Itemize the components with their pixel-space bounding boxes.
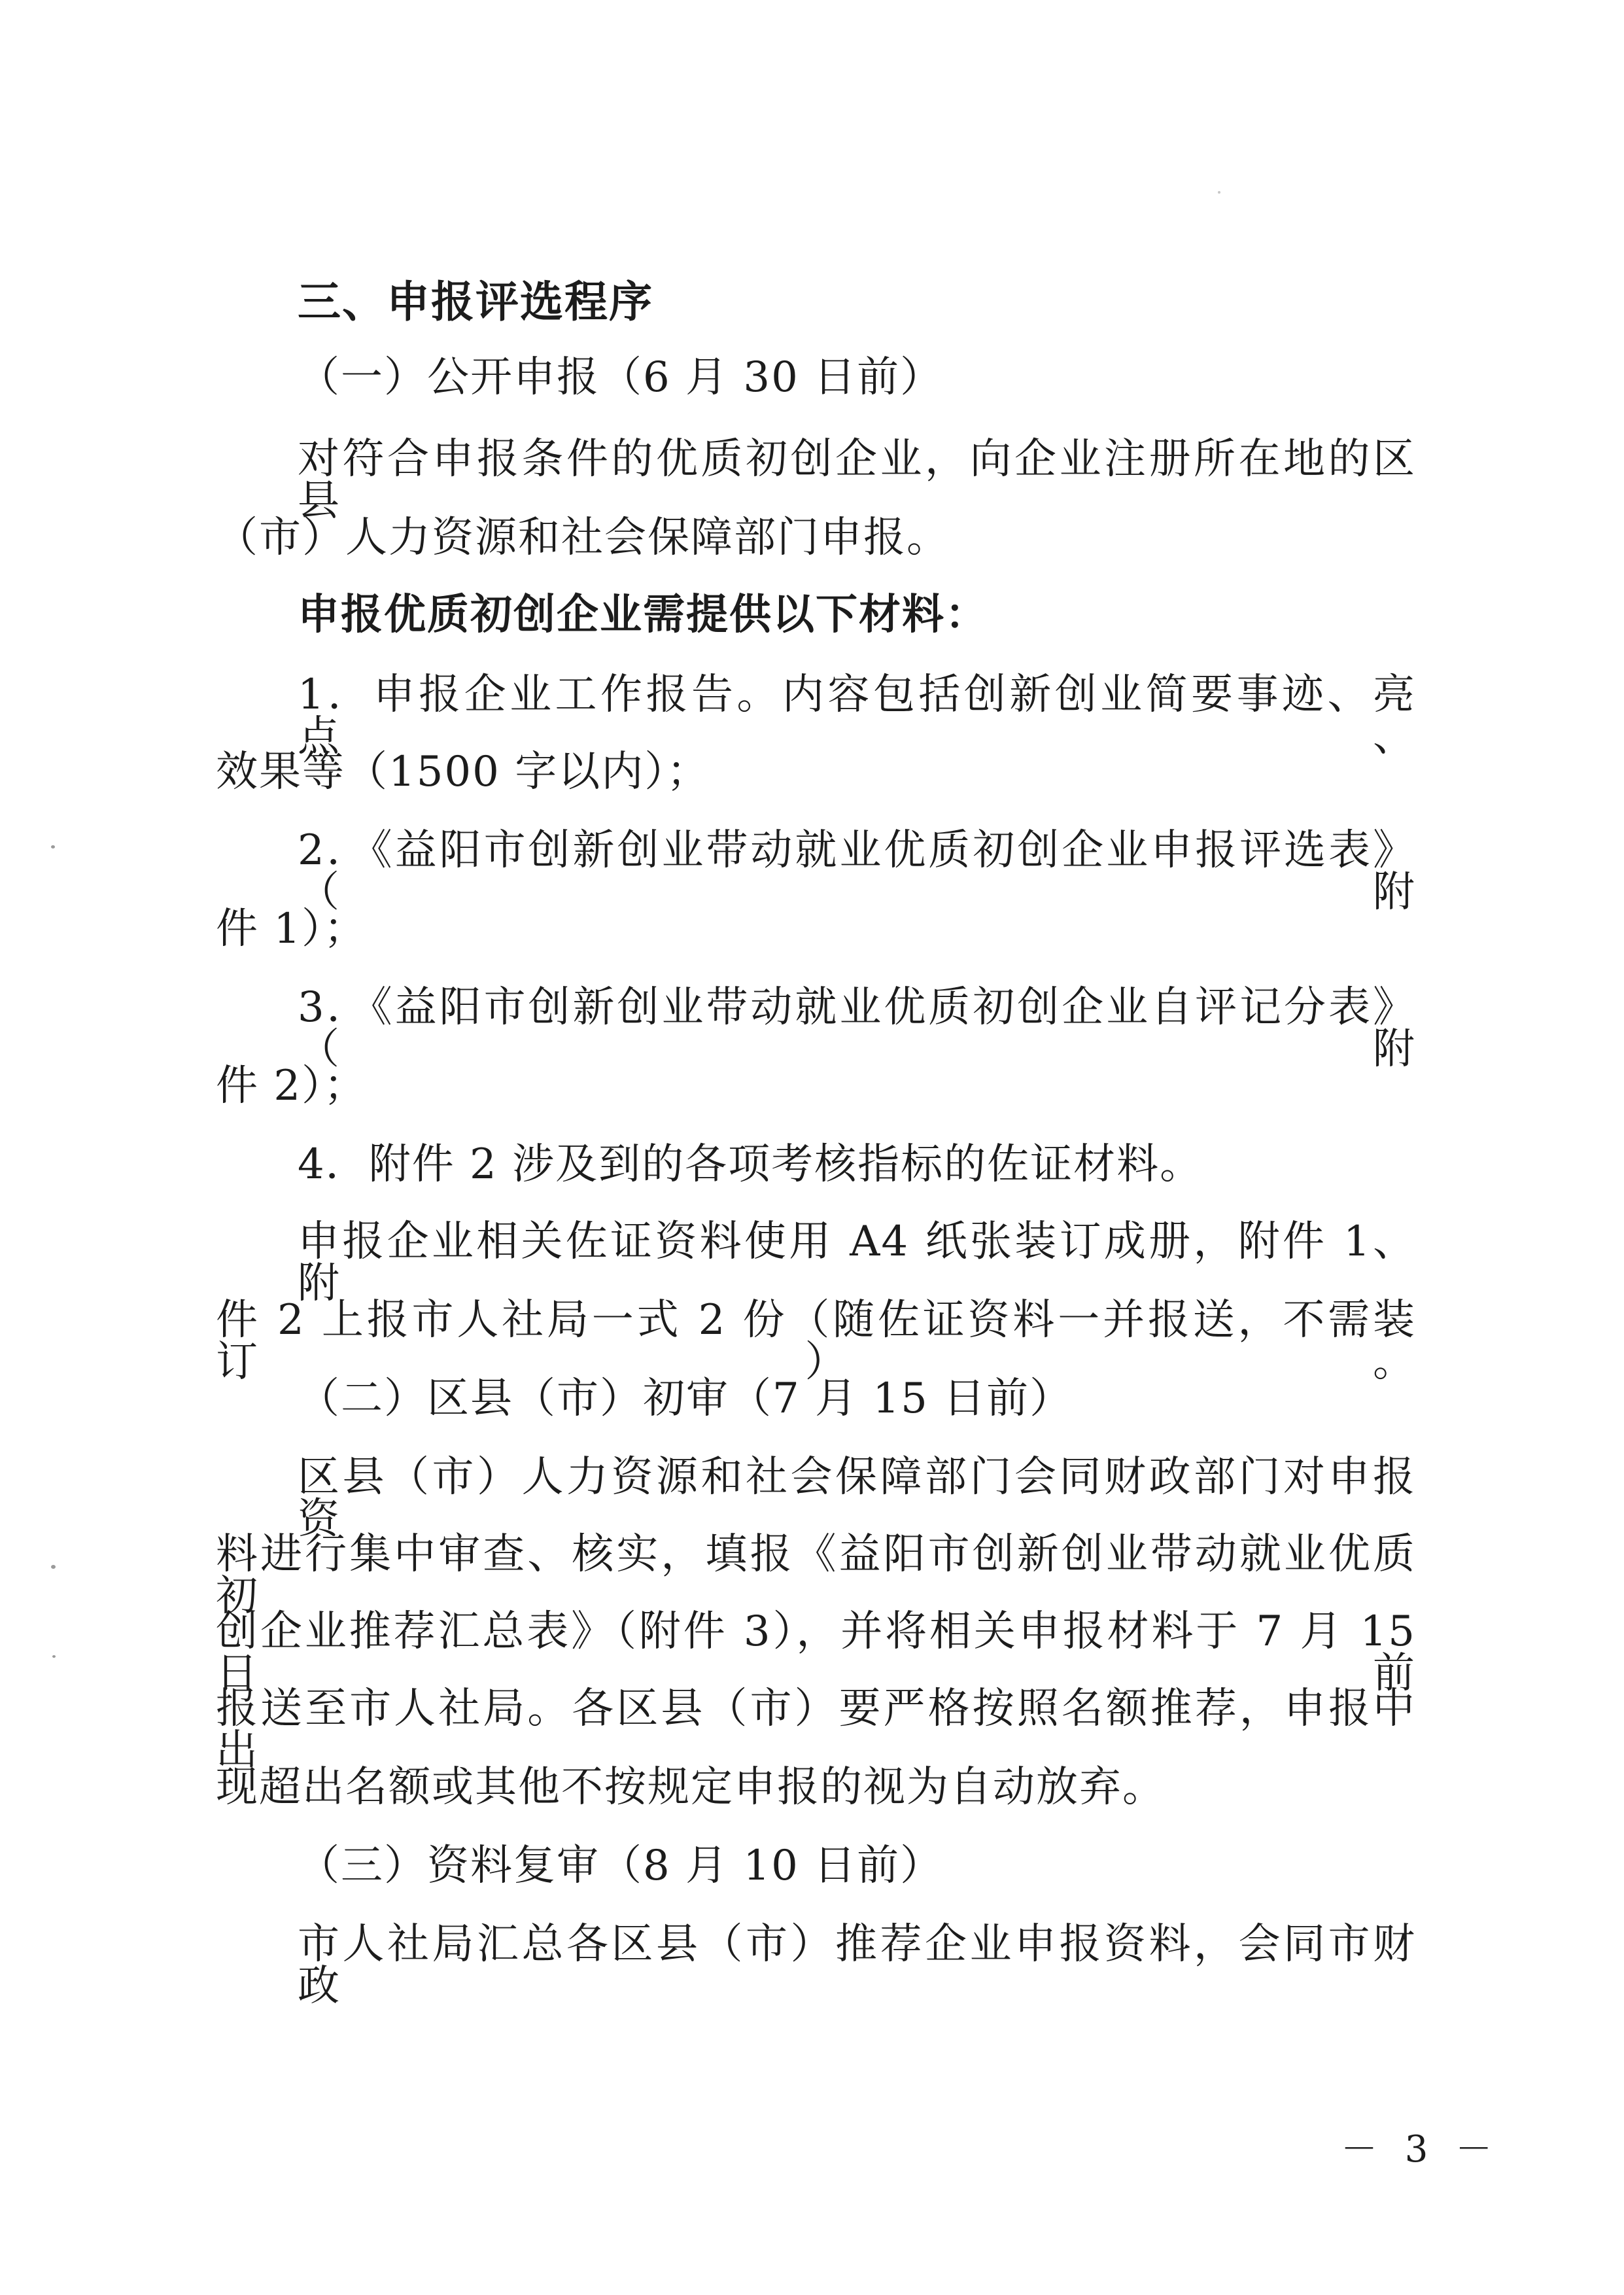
scan-speck: [51, 845, 55, 849]
stage-2-paragraph-line-1: 区县（市）人力资源和社会保障部门会同财政部门对申报资: [298, 1453, 1416, 1543]
material-item-2-line-2: 件 1）；: [216, 905, 368, 953]
stage-3-paragraph-line-1: 市人社局汇总各区县（市）推荐企业申报资料，会同市财政: [298, 1920, 1416, 2010]
stage-3-heading: （三）资料复审（8 月 10 日前）: [298, 1842, 944, 1890]
page-number: － 3 －: [1341, 2128, 1500, 2171]
scan-speck: [1218, 191, 1220, 194]
section-heading: 三、申报评选程序: [298, 277, 653, 327]
material-item-1-line-2: 效果等（1500 字以内）；: [216, 748, 710, 796]
stage-1-paragraph-line-1: 对符合申报条件的优质初创企业，向企业注册所在地的区县: [298, 435, 1416, 525]
scan-speck: [51, 1565, 56, 1569]
material-item-2-line-1: 2．《益阳市创新创业带动就业优质初创企业申报评选表》（附: [298, 826, 1416, 917]
binding-note-line-2: 件 2 上报市人社局一式 2 份（随佐证资料一并报送，不需装订）。: [216, 1296, 1416, 1386]
material-item-3-line-2: 件 2）；: [216, 1062, 368, 1110]
material-item-1-line-1: 1．申报企业工作报告。内容包括创新创业简要事迹、亮点、: [298, 671, 1416, 761]
stage-2-paragraph-line-5: 现超出名额或其他不按规定申报的视为自动放弃。: [216, 1763, 1166, 1812]
stage-2-paragraph-line-2: 料进行集中审查、核实，填报《益阳市创新创业带动就业优质初: [216, 1530, 1416, 1621]
stage-1-paragraph-line-2: （市）人力资源和社会保障部门申报。: [216, 514, 950, 562]
material-item-4: 4．附件 2 涉及到的各项考核指标的佐证材料。: [298, 1140, 1203, 1189]
material-item-3-line-1: 3．《益阳市创新创业带动就业优质初创企业自评记分表》（附: [298, 983, 1416, 1074]
stage-2-paragraph-line-4: 报送至市人社局。各区县（市）要严格按照名额推荐，申报中出: [216, 1685, 1416, 1775]
binding-note-line-1: 申报企业相关佐证资料使用 A4 纸张装订成册，附件 1、附: [298, 1218, 1416, 1308]
stage-2-heading: （二）区县（市）初审（7 月 15 日前）: [298, 1375, 1073, 1423]
materials-heading: 申报优质初创企业需提供以下材料：: [298, 591, 988, 639]
scan-speck: [52, 1655, 56, 1658]
stage-2-paragraph-line-3: 创企业推荐汇总表》（附件 3），并将相关申报材料于 7 月 15 日前: [216, 1607, 1416, 1698]
stage-1-heading: （一）公开申报（6 月 30 日前）: [298, 353, 944, 402]
